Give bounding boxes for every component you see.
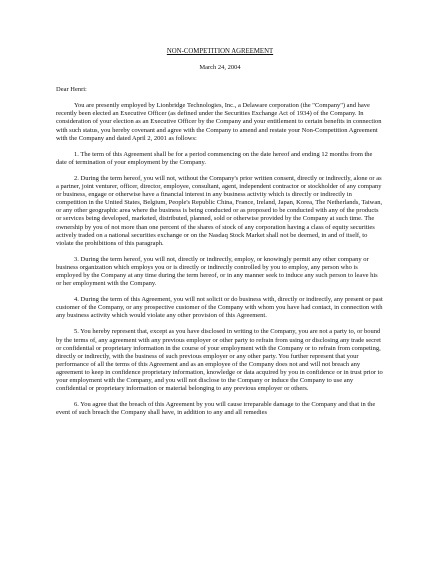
document-date: March 24, 2004 [199, 64, 241, 72]
paragraph-4: 4. During the term of this Agreement, you will not solicit or do business with, directly or indirectly, any present or past customer of the Company, or any prospective customer of the Company with whom you have had contact, in connection with any business activity which would violate any other provision of this Agreement. [56, 296, 383, 320]
paragraph-1: 1. The term of this Agreement shall be for a period commencing on the date hereof and ending 12 months from the date of termination of your employment by the Company. [56, 150, 373, 166]
paragraph-3: 3. During the term hereof, you will not, directly or indirectly, employ, or knowingly permit any other company or business organization which employs you or is directly or indirectly controlled by you to employ, any person who is employed by the Company at any time during the term hereof, or in any manner seek to induce any such person to leave his or her employment with the Company. [56, 255, 378, 288]
paragraph-2: 2. During the term hereof, you will not, without the Company's prior written consent, directly or indirectly, alone or as a partner, joint venturer, officer, director, employee, consultant, agent, independent contractor or stockholder of any company or business, engage or otherwise have a financial interest in any business activity which is directly or indirectly in competition in the United States, Belgium, People's Republic China, France, Ireland, Japan, Korea, The Netherlands, Taiwan, or any other geographic area where the business is being conducted or as proposed to be conducted with any of the products or services being developed, marketed, distributed, planned, sold or otherwise provided by the Company at such time. The ownership by you of not more than one percent of the shares of stock of any corporation having a class of equity securities actively traded on a national securities exchange or on the Nasdaq Stock Market shall not be deemed, in and of itself, to violate the prohibitions of this paragraph. [56, 174, 383, 247]
paragraph-5: 5. You hereby represent that, except as you have disclosed in writing to the Company, you are not a party to, or bound by the terms of, any agreement with any previous employer or other party to refrain from using or disclosing any trade secret or confidential or proprietary information in the course of your employment with the Company or to refrain from competing, directly or indirectly, with the business of such previous employer or any other party. You further represent that your performance of all the terms of this Agreement and as an employee of the Company does not and will not breach any agreement to keep in confidence proprietary information, knowledge or data acquired by you in confidence or in trust prior to your employment with the Company, and you will not disclose to the Company or induce the Company to use any confidential or proprietary information or material belonging to any previous employer or others. [56, 328, 383, 393]
intro-paragraph: You are presently employed by Lionbridge Technologies, Inc., a Delaware corporation (the "Company") and have recently been elected an Executive Officer (as defined under the Securities Exchange Act of 1934) of the Company. In consideration of your election as an Executive Officer by the Company and your entitlement to certain benefits in connection with such status, you hereby covenant and agree with the Company to amend and restate your Non-Competition Agreement with the Company and dated April 2, 2001 as follows: [56, 102, 382, 142]
salutation: Dear Henri: [56, 86, 87, 94]
paragraph-6: 6. You agree that the breach of this Agreement by you will cause irreparable damage to the Company and that in the event of such breach the Company shall have, in addition to any and all remedies [56, 401, 376, 417]
document-title: NON-COMPETITION AGREEMENT [166, 48, 274, 55]
